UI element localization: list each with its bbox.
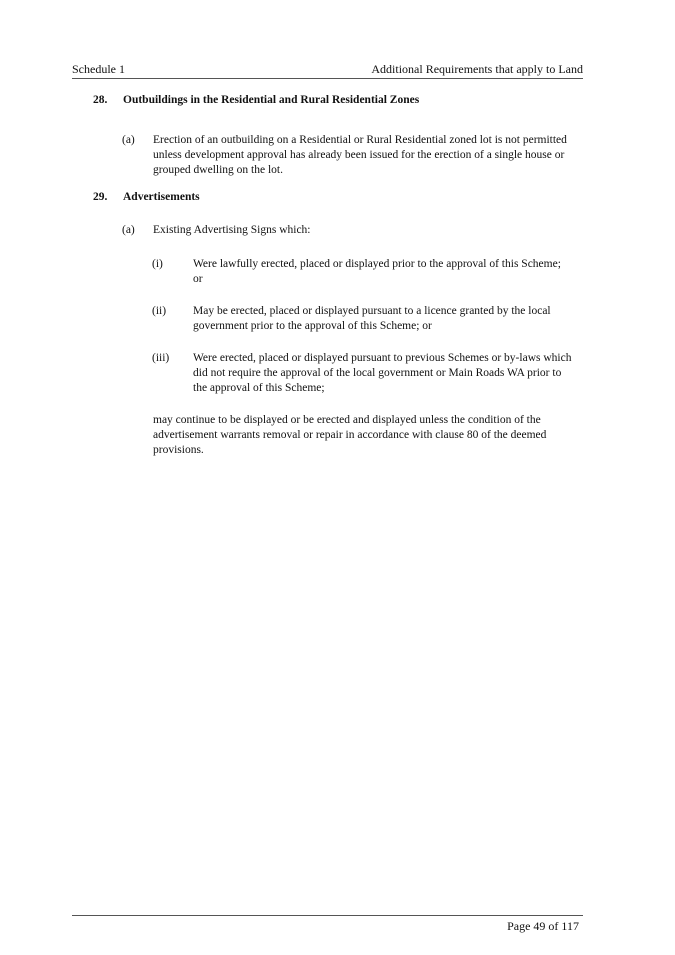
subitem-text: Were lawfully erected, placed or displayed prior to the approval of this Scheme; or [193, 258, 561, 285]
subitem-text: Were erected, placed or displayed pursuant to previous Schemes or by-laws which did not require the approval of the local government or Main Roads WA prior to the approval of this Scheme; [193, 352, 572, 394]
clause-title: Outbuildings in the Residential and Rural Residential Zones [123, 94, 420, 106]
clause-29-closing-paragraph: may continue to be displayed or be erected and displayed unless the condition of the advertisement warrants removal or repair in accordance with clause 80 of the deemed provisions. [153, 414, 547, 456]
clause-title: Advertisements [123, 191, 200, 203]
item-text: Erection of an outbuilding on a Residential or Rural Residential zoned lot is not permitted unless development approval has already been issued for the erection of a single house or grouped dwelling on the lot. [153, 134, 567, 176]
subitem-text: May be erected, placed or displayed pursuant to a licence granted by the local government prior to the approval of this Scheme; or [193, 305, 551, 332]
page-number: Page 49 of 117 [507, 919, 579, 933]
header-section-title: Additional Requirements that apply to Land [371, 62, 583, 76]
page-header [72, 62, 583, 79]
item-label: (a) [122, 134, 135, 146]
subitem-label: (iii) [152, 352, 170, 364]
page-footer [72, 915, 583, 936]
header-schedule-label: Schedule 1 [72, 62, 125, 76]
subitem-label: (ii) [152, 305, 167, 317]
clause-number: 29. [93, 191, 108, 203]
clause-number: 28. [93, 94, 108, 106]
item-label: (a) [122, 224, 135, 236]
subitem-label: (i) [152, 258, 163, 270]
item-text: Existing Advertising Signs which: [153, 224, 311, 236]
